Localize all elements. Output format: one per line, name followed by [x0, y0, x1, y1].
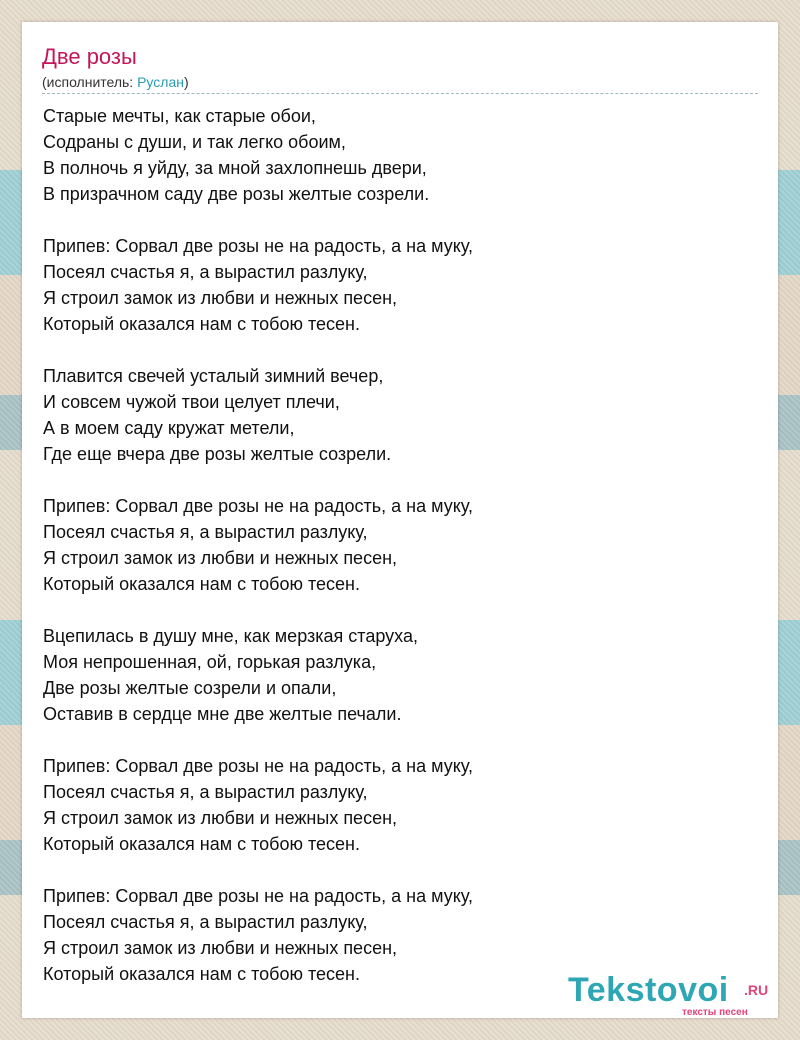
site-logo[interactable] — [568, 970, 778, 1020]
lyric-line: В полночь я уйду, за мной захлопнешь двери, — [43, 158, 427, 178]
lyrics-card — [22, 22, 778, 1018]
lyric-line: Содраны с души, и так легко обоим, — [43, 132, 346, 152]
lyric-line: Я строил замок из любви и нежных песен, — [43, 548, 398, 568]
lyric-line: Вцепилась в душу мне, как мерзкая старуха, — [43, 626, 418, 646]
lyric-line: И совсем чужой твои целует плечи, — [43, 392, 340, 412]
lyric-line: В призрачном саду две розы желтые созрели. — [43, 184, 430, 204]
chorus-stanza — [43, 753, 763, 857]
lyric-line: Где еще вчера две розы желтые созрели. — [43, 444, 392, 464]
lyric-line: Две розы желтые созрели и опали, — [43, 678, 337, 698]
artist-link[interactable]: Руслан — [137, 74, 184, 90]
lyrics-text — [43, 103, 763, 1013]
chorus-stanza — [43, 493, 763, 597]
lyric-line: Припев: Сорвал две розы не на радость, а на муку, — [43, 236, 473, 256]
artist-prefix: (исполнитель: — [42, 74, 138, 90]
lyric-line: Посеял счастья я, а вырастил разлуку, — [43, 912, 368, 932]
logo-tagline: тексты песен — [682, 1007, 748, 1018]
stanza — [43, 363, 763, 467]
lyric-line: Который оказался нам с тобою тесен. — [43, 834, 360, 854]
lyric-line: Оставив в сердце мне две желтые печали. — [43, 704, 402, 724]
lyric-line: А в моем саду кружат метели, — [43, 418, 295, 438]
logo-wordmark: Tekstovoi — [568, 971, 729, 1009]
song-title: Две розы — [42, 44, 137, 69]
lyric-line: Который оказался нам с тобою тесен. — [43, 574, 360, 594]
artist-suffix: ) — [183, 74, 189, 90]
lyric-line: Припев: Сорвал две розы не на радость, а на муку, — [43, 886, 473, 906]
lyric-line: Старые мечты, как старые обои, — [43, 106, 316, 126]
stanza — [43, 103, 763, 207]
lyric-line: Я строил замок из любви и нежных песен, — [43, 808, 398, 828]
lyric-line: Посеял счастья я, а вырастил разлуку, — [43, 782, 368, 802]
logo-domain-suffix: .RU — [744, 982, 769, 998]
lyric-line: Плавится свечей усталый зимний вечер, — [43, 366, 384, 386]
divider — [42, 93, 758, 94]
artist-line — [42, 73, 189, 91]
lyric-line: Я строил замок из любви и нежных песен, — [43, 938, 398, 958]
lyric-line: Посеял счастья я, а вырастил разлуку, — [43, 522, 368, 542]
lyric-line: Который оказался нам с тобою тесен. — [43, 964, 360, 984]
lyric-line: Который оказался нам с тобою тесен. — [43, 314, 360, 334]
lyric-line: Посеял счастья я, а вырастил разлуку, — [43, 262, 368, 282]
lyric-line: Моя непрошенная, ой, горькая разлука, — [43, 652, 377, 672]
lyric-line: Припев: Сорвал две розы не на радость, а на муку, — [43, 756, 473, 776]
chorus-stanza — [43, 233, 763, 337]
lyric-line: Я строил замок из любви и нежных песен, — [43, 288, 398, 308]
lyric-line: Припев: Сорвал две розы не на радость, а на муку, — [43, 496, 473, 516]
stanza — [43, 623, 763, 727]
